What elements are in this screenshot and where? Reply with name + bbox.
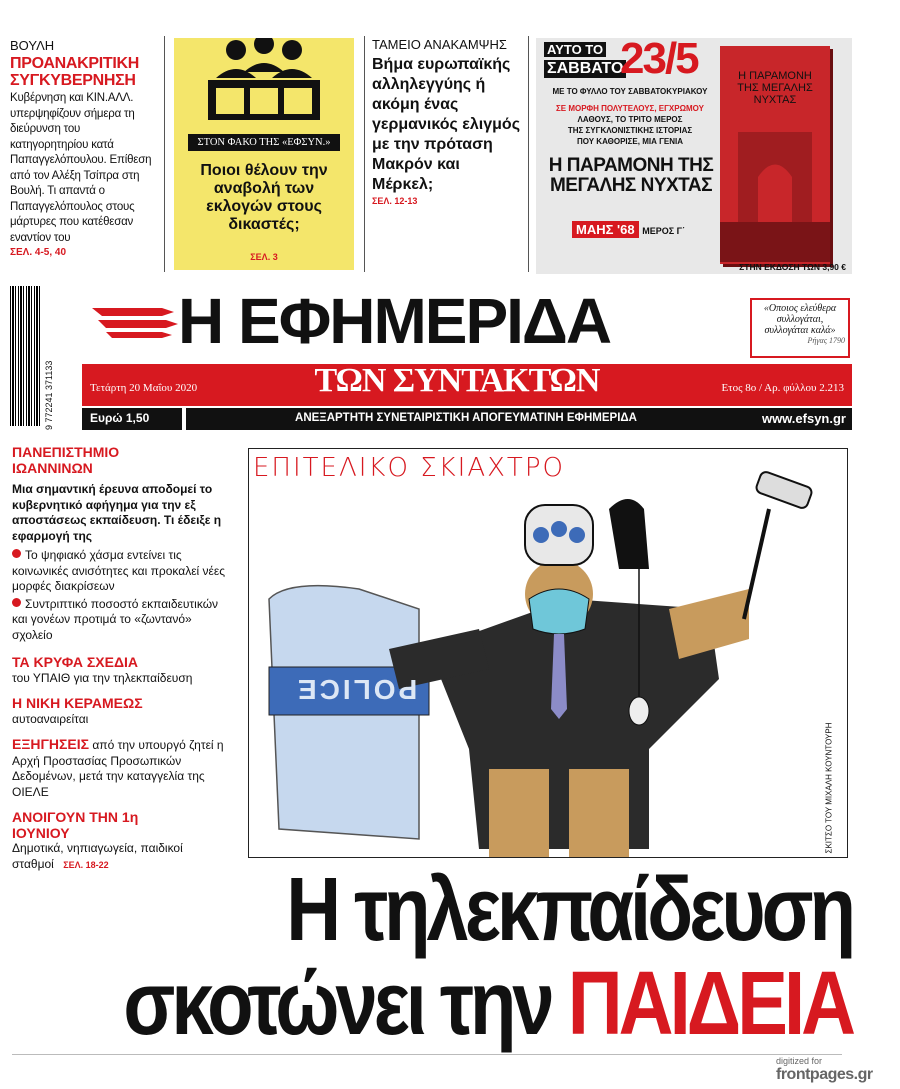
tagline: ΑΝΕΞΑΡΤΗΤΗ ΣΥΝΕΤΑΙΡΙΣΤΙΚΗ ΑΠΟΓΕΥΜΑΤΙΝΗ ΕΦΗΜΕΡΙΔΑ (186, 408, 746, 430)
promo-book-title: Η ΠΑΡΑΜΟΝΗ ΤΗΣ ΜΕΓΑΛΗΣ ΝΥΧΤΑΣ (548, 155, 714, 196)
barcode (10, 286, 40, 426)
sidebar-text (12, 841, 222, 873)
cartoon-caption: ΕΠΙΤΕΛΙΚΟ ΣΚΙΑΧΤΡΟ (253, 453, 565, 483)
promo-teaser-1: ΣΕ ΜΟΡΦΗ ΠΟΛΥΤΕΛΟΥΣ, ΕΓΧΡΩΜΟΥ (555, 104, 705, 113)
sidebar-heading-opening: ΑΝΟΙΓΟΥΝ ΤΗΝ 1η ΙΟΥΝΙΟΥ (12, 809, 139, 841)
sidebar-bullet-1 (12, 548, 232, 595)
promo-part: ΜΕΡΟΣ Γ΄ (642, 226, 686, 236)
cartoon (248, 448, 848, 858)
sidebar-heading-explanations: ΕΞΗΓΗΣΕΙΣ (12, 736, 90, 752)
digitized-label: digitized for (776, 1056, 823, 1066)
promo-price-note: ΣΤΗΝ ΕΚΔΟΣΗ ΤΩΝ 3,90 € (739, 262, 846, 272)
site-label[interactable]: frontpages.gr (776, 1066, 873, 1083)
story-body: Κυβέρνηση και ΚΙΝ.ΑΛΛ. υπερψηφίζουν σήμερα τη διεύρυνση του κατηγορητηρίου κατά Παπαγγελόπουλου. Επίθεση από τον Αλέξη Τσίπρα στη Βουλή. Τι απαντά ο Παπαγγελόπουλος στους μάρτυρες που κατέθεσαν εναντίον του (10, 92, 152, 244)
story-title: ΠΡΟΑΝΑΚΡΙΤΙΚΗ ΣΥΓΚΥΒΕΡΝΗΣΗ (10, 55, 140, 89)
top-col-boule (10, 38, 158, 258)
cartoon-credit: ΣΚΙΤΣΟ ΤΟΥ ΜΙΧΑΛΗ ΚΟΥΝΤΟΥΡΗ (824, 722, 834, 854)
website-link[interactable]: www.efsyn.gr (742, 408, 852, 430)
promo-series-name: ΜΑΗΣ '68 (572, 221, 639, 238)
bullet-text: Συντριπτικό ποσοστό εκπαιδευτικών και γονέων προτιμά το «ζωντανό» σχολείο (12, 596, 219, 642)
page-ref: ΣΕΛ. 18-22 (63, 859, 109, 870)
promo-series (572, 222, 712, 237)
story-title: Ποιοι θέλουν την αναβολή των εκλογών στους δικαστές; (200, 162, 328, 233)
masthead-date: Τετάρτη 20 Μαΐου 2020 (90, 382, 198, 394)
bullet-text: Το ψηφιακό χάσμα εντείνει τις κοινωνικές ανισότητες και προκαλεί νέες μορφές διακρίσεων (12, 548, 226, 593)
arc-illustration (720, 122, 830, 262)
promo-teaser-4: ΠΟΥ ΚΑΘΟΡΙΣΕ, ΜΙΑ ΓΕΝΙΑ (576, 137, 684, 146)
pen-logo-icon (92, 298, 182, 338)
masthead-band (82, 364, 852, 406)
promo-sub: ΜΕ ΤΟ ΦΥΛΛΟ ΤΟΥ ΣΑΒΒΑΤΟΚΥΡΙΑΚΟΥ (552, 87, 708, 96)
masthead-subtitle: ΤΩΝ ΣΥΝΤΑΚΤΩΝ (314, 362, 600, 399)
section-banner: ΣΤΟΝ ΦΑΚΟ ΤΗΣ «ΕΦΣΥΝ.» (188, 134, 340, 151)
masthead-quote-box (750, 298, 850, 358)
masthead-info-bar (82, 408, 852, 430)
promo-label-2: ΣΑΒΒΑΤΟ (544, 60, 626, 78)
barcode-digits: 9 772241 371133 (44, 360, 54, 430)
bullet-icon (12, 598, 21, 607)
bullet-icon (12, 549, 21, 558)
masthead-quote-author: Ρήγας 1790 (807, 336, 845, 345)
story-title: Βήμα ευρωπαϊκής αλληλεγγύης ή ακόμη ένας γερμανικός ελιγμός με την πρόταση Μακρόν και Μέρκελ; (372, 56, 521, 193)
footer-rule (12, 1054, 842, 1055)
shield-text: POLICE (295, 674, 418, 705)
main-headline-text: σκοτώνει την (123, 953, 551, 1054)
sidebar-heading-plans: ΤΑ ΚΡΥΦΑ ΣΧΕΔΙΑ (12, 654, 139, 670)
masthead-quote: «Οποιος ελεύθερα συλλογάται, συλλογάται καλά» (763, 303, 837, 336)
section-label: ΤΑΜΕΙΟ ΑΝΑΚΑΜΨΗΣ (372, 37, 507, 52)
promo-teaser-3: ΤΗΣ ΣΥΓΚΛΟΝΙΣΤΙΚΗΣ ΙΣΤΟΡΙΑΣ (567, 126, 693, 135)
sidebar-heading-kerameos: Η ΝΙΚΗ ΚΕΡΑΜΕΩΣ (12, 695, 143, 711)
sidebar-lead: Μια σημαντική έρευνα αποδομεί το κυβερνητικό αφήγημα για την εξ αποστάσεως εκπαίδευση. Τι έδειξε η εφαρμογή της (12, 482, 222, 543)
book-cover-image (720, 46, 830, 264)
promo-teaser-2: ΛΑΘΟΥΣ, ΤΟ ΤΡΙΤΟ ΜΕΡΟΣ (577, 115, 683, 124)
sidebar-heading-university: ΠΑΝΕΠΙΣΤΗΜΙΟ ΙΩΑΝΝΙΝΩΝ (12, 444, 120, 476)
column-divider (528, 36, 529, 272)
page-ref: ΣΕΛ. 3 (250, 252, 278, 262)
sidebar-text: από την υπουργό ζητεί η Αρχή Προστασίας Προσωπικών Δεδομένων, μετά την καταγγελία της ΟΙΕΛΕ (12, 738, 224, 799)
masthead-issue: Ετος 8ο / Αρ. φύλλου 2.213 (721, 382, 844, 394)
sidebar (12, 444, 232, 873)
judges-icon (174, 38, 354, 138)
top-col-recovery (372, 38, 520, 206)
price-label: Ευρώ 1,50 (82, 408, 182, 430)
section-label: ΒΟΥΛΗ (10, 38, 55, 53)
main-headline-line2 (12, 953, 852, 1054)
sidebar-bullet-2 (12, 597, 232, 644)
column-divider (164, 36, 165, 272)
promo-date: 23/5 (620, 34, 698, 83)
main-headline-highlight: ΠΑΙΔΕΙΑ (567, 953, 852, 1054)
book-cover-title: Η ΠΑΡΑΜΟΝΗ ΤΗΣ ΜΕΓΑΛΗΣ ΝΥΧΤΑΣ (737, 70, 813, 106)
column-divider (364, 36, 365, 272)
page-ref: ΣΕΛ. 4-5, 40 (10, 247, 67, 258)
sidebar-opening-text: Δημοτικά, νηπιαγωγεία, παιδικοί σταθμοί (12, 841, 183, 871)
page-ref: ΣΕΛ. 12-13 (372, 196, 418, 206)
promo-label-1: ΑΥΤΟ ΤΟ (544, 42, 606, 57)
sidebar-text: του ΥΠΑΙΘ για την τηλεκπαίδευση (12, 670, 193, 685)
sidebar-explanations (12, 737, 232, 800)
book-promo (536, 34, 852, 274)
main-headline-line1: Η τηλεκπαίδευση (286, 859, 852, 960)
sidebar-text: αυτοαναιρείται (12, 711, 89, 726)
top-col-lens (174, 38, 354, 270)
scarecrow-illustration (249, 449, 848, 858)
masthead-title: Η ΕΦΗΜΕΡΙΔΑ (178, 285, 611, 357)
